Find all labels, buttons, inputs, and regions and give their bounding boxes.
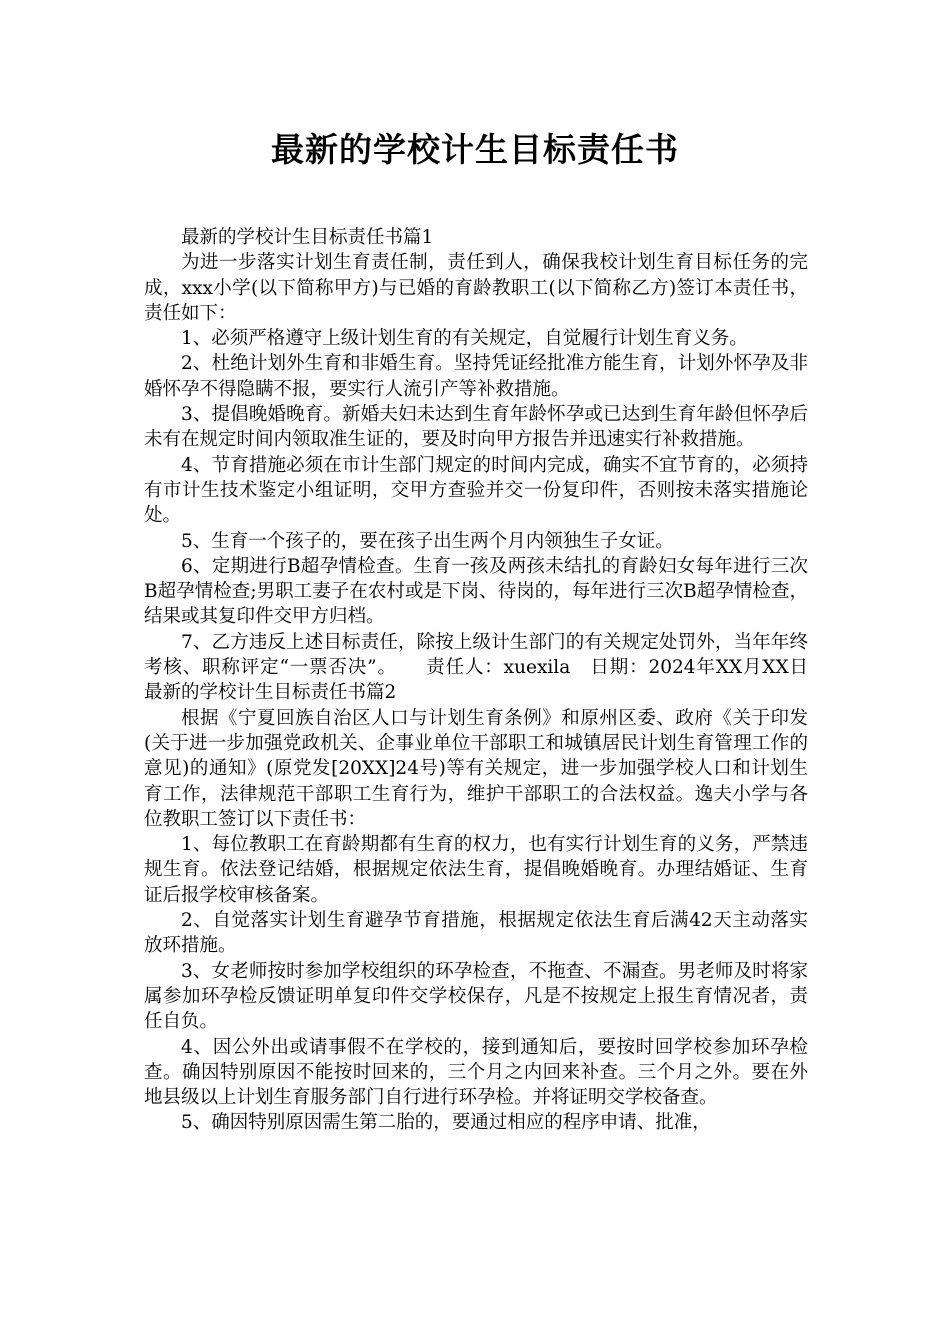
clause-paragraph: 1、每位教职工在育龄期都有生育的权力，也有实行计划生育的义务，严禁违规生育。依法登记结婚，根据规定依法生育，提倡晚婚晚育。办理结婚证、生育证后报学校审核备案。	[144, 834, 808, 906]
intro-paragraph: 根据《宁夏回族自治区人口与计划生育条例》和原州区委、政府《关于印发(关于进一步加强党政机关、企事业单位干部职工和城镇居民计划生育管理工作的意见)的通知》(原党发[20XX]24号)等有关规定，进一步加强学校人口和计划生育工作，法律规范干部职工生育行为，维护干部职工的合法权益。逸夫小学与各位教职工签订以下责任书：	[144, 707, 808, 830]
intro-paragraph: 为进一步落实计划生育责任制，责任到人，确保我校计划生育目标任务的完成，xxx小学(以下简称甲方)与已婚的育龄教职工(以下简称乙方)签订本责任书，责任如下：	[144, 252, 808, 324]
clause-paragraph: 2、自觉落实计划生育避孕节育措施，根据规定依法生育后满42天主动落实放环措施。	[144, 910, 808, 957]
clause-paragraph: 1、必须严格遵守上级计划生育的有关规定，自觉履行计划生育义务。	[181, 328, 748, 350]
clause-paragraph: 4、节育措施必须在市计生部门规定的时间内完成，确实不宜节育的，必须持有市计生技术鉴定小组证明，交甲方查验并交一份复印件，否则按未落实措施论处。	[144, 454, 808, 527]
clause-paragraph: 3、提倡晚婚晚育。新婚夫妇未达到生育年龄怀孕或已达到生育年龄但怀孕后未有在规定时间内领取准生证的，要及时向甲方报告并迅速实行补救措施。	[144, 404, 808, 451]
document-title: 最新的学校计生目标责任书	[271, 130, 679, 169]
clause-paragraph: 3、女老师按时参加学校组织的环孕检查，不拖查、不漏查。男老师及时将家属参加环孕检反馈证明单复印件交学校保存，凡是不按规定上报生育情况者，责任自负。	[144, 960, 808, 1033]
clause-paragraph: 5、生育一个孩子的，要在孩子出生两个月内领独生子女证。	[181, 530, 674, 552]
clause-paragraph: 4、因公外出或请事假不在学校的，接到通知后，要按时回学校参加环孕检查。确因特别原因不能按时回来的，三个月之内回来补查。三个月之外。要在外地县级以上计划生育服务部门自行进行环孕检。并将证明交学校备查。	[144, 1036, 808, 1109]
clause-paragraph: 7、乙方违反上述目标责任，除按上级计生部门的有关规定处罚外，当年年终考核、职称评定“一票否决”。 责任人：xuexila 日期：2024年XX月XX日 最新的学校计生目标责任书篇2	[144, 631, 846, 704]
clause-paragraph: 5、确因特别原因需生第二胎的，要通过相应的程序申请、批准，	[181, 1112, 711, 1134]
clause-paragraph: 6、定期进行B超孕情检查。生育一孩及两孩未结扎的育龄妇女每年进行三次B超孕情检查;男职工妻子在农村或是下岗、待岗的，每年进行三次B超孕情检查，结果或其复印件交甲方归档。	[144, 555, 808, 628]
document-body	[144, 225, 846, 1136]
section-heading-1: 最新的学校计生目标责任书篇1	[181, 227, 434, 248]
clause-paragraph: 2、杜绝计划外生育和非婚生育。坚持凭证经批准方能生育，计划外怀孕及非婚怀孕不得隐瞒不报，要实行人流引产等补救措施。	[144, 353, 808, 400]
